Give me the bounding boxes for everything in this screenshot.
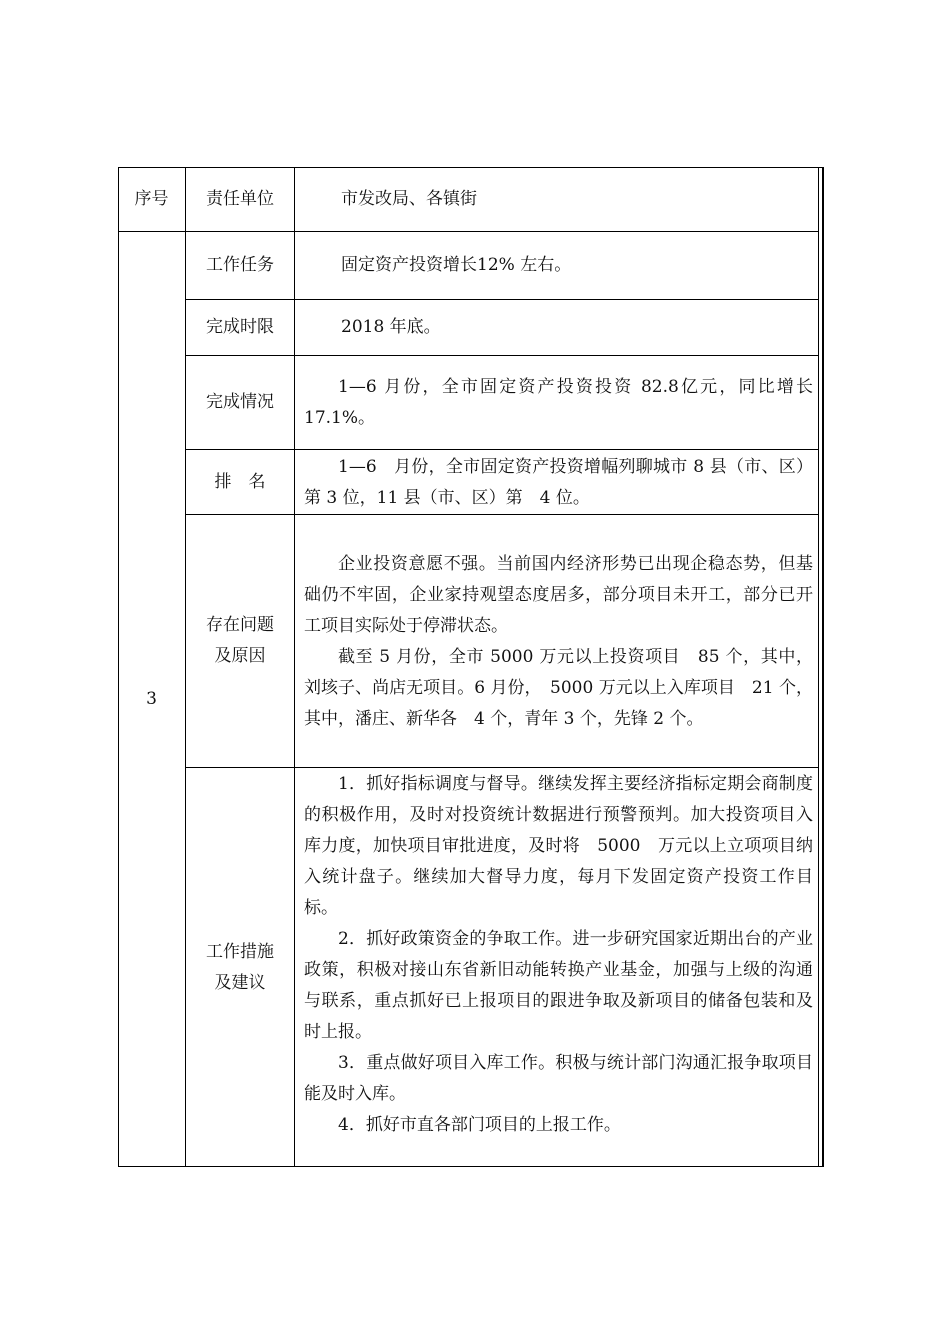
table-right-border-outer	[822, 167, 824, 1167]
label-measures-line2: 及建议	[214, 972, 266, 993]
problems-paragraph: 企业投资意愿不强。当前国内经济形势已出现企稳态势，但基础仍不牢固，企业家持观望态度居多，部分项目未开工，部分已开工项目实际处于停滞状态。	[304, 554, 813, 636]
table-right-border	[818, 167, 819, 1167]
ranking-text	[304, 452, 813, 514]
label-measures	[186, 768, 294, 1167]
work-task-text: 固定资产投资增长12% 左右。	[341, 255, 572, 275]
label-ranking: 排 名	[214, 471, 266, 492]
label-completion: 完成情况	[206, 392, 274, 412]
serial-number: 3	[146, 689, 157, 709]
col-divider	[294, 167, 295, 1167]
label-problems-line1: 存在问题	[206, 615, 274, 635]
label-measures-line1: 工作措施	[206, 941, 274, 962]
deadline-text: 2018 年底。	[341, 317, 441, 337]
label-deadline: 完成时限	[206, 317, 274, 337]
problems-text	[304, 549, 813, 735]
header-unit-value: 市发改局、各镇街	[341, 189, 477, 209]
header-serial: 序号	[134, 189, 169, 209]
problems-paragraph: 截至 5 月份，全市 5000 万元以上投资项目 85 个，其中，刘垓子、尚店无项目。6 月份， 5000 万元以上入库项目 21 个，其中，潘庄、新华各 4 个，青年 3 个，先锋 2 个。	[304, 647, 813, 729]
completion-paragraph: 1—6 月份，全市固定资产投资投资 82.8亿元，同比增长17.1%。	[304, 377, 813, 428]
label-problems-line2: 及原因	[214, 646, 266, 666]
measures-paragraph: 4．抓好市直各部门项目的上报工作。	[338, 1115, 621, 1135]
completion-text	[304, 372, 813, 434]
measures-paragraph: 1．抓好指标调度与督导。继续发挥主要经济指标定期会商制度的积极作用，及时对投资统计数据进行预警预判。加大投资项目入库力度，加快项目审批进度，及时将 5000 万元以上立项项目纳入统计盘子。继续加大督导力度，每月下发固定资产投资工作目标。	[304, 774, 813, 918]
label-work-task: 工作任务	[206, 255, 274, 275]
ranking-paragraph: 1—6 月份，全市固定资产投资增幅列聊城市 8 县（市、区）第 3 位，11 县（市、区）第 4 位。	[304, 457, 813, 508]
measures-paragraph: 2．抓好政策资金的争取工作。进一步研究国家近期出台的产业政策，积极对接山东省新旧动能转换产业基金，加强与上级的沟通与联系，重点抓好已上报项目的跟进争取及新项目的储备包装和及时上报。	[304, 929, 813, 1042]
measures-paragraph: 3．重点做好项目入库工作。积极与统计部门沟通汇报争取项目能及时入库。	[304, 1053, 813, 1104]
label-problems	[186, 515, 294, 767]
measures-text	[304, 769, 813, 1141]
header-unit: 责任单位	[206, 189, 274, 209]
